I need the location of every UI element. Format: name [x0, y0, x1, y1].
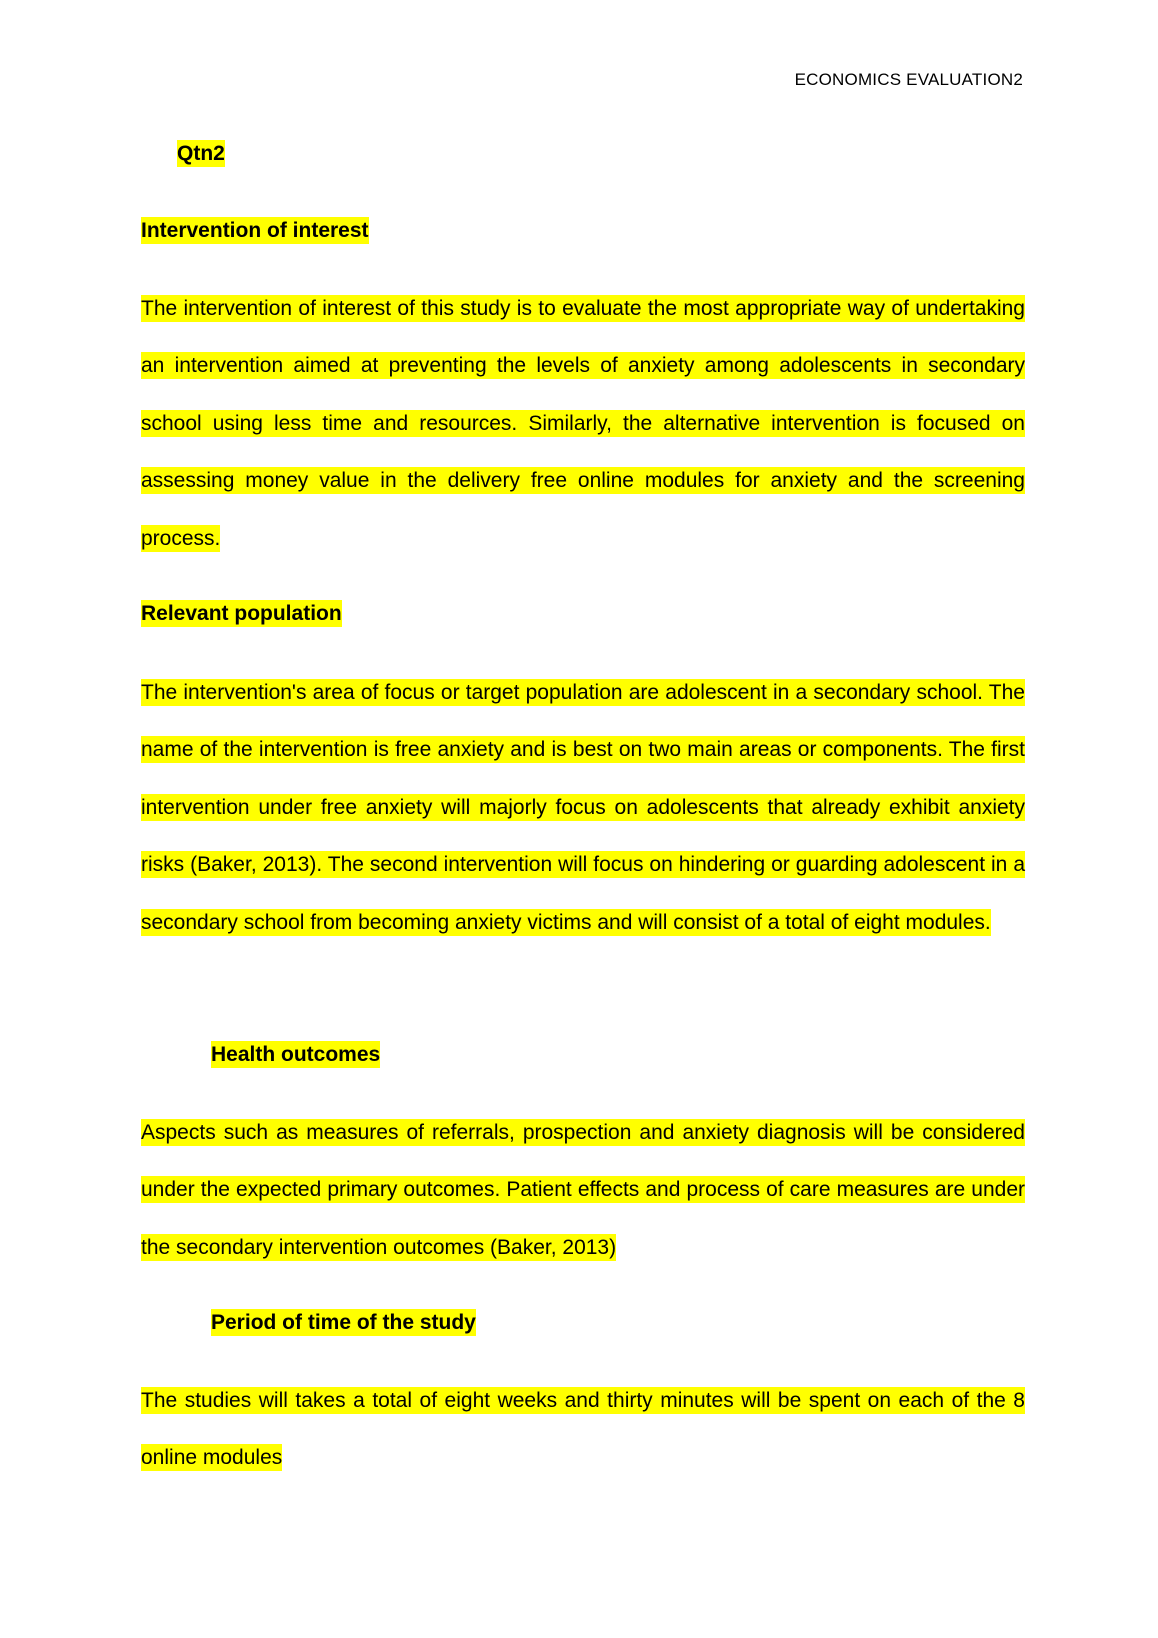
paragraph-population — [141, 664, 1025, 951]
section-heading-intervention-text: Intervention of interest — [141, 219, 369, 242]
paragraph-study-period-text: The studies will takes a total of eight weeks and thirty minutes will be spent on each of the 8 online modules — [141, 1389, 1025, 1470]
section-heading-population-text: Relevant population — [141, 602, 342, 625]
running-title: ECONOMICS EVALUATION — [794, 70, 1014, 89]
section-heading-population — [141, 599, 342, 629]
section-heading-health-outcomes — [211, 1040, 380, 1070]
section-heading-health-outcomes-text: Health outcomes — [211, 1043, 381, 1066]
paragraph-study-period — [141, 1372, 1025, 1487]
section-heading-study-period — [211, 1308, 476, 1338]
paragraph-health-outcomes-text: Aspects such as measures of referrals, prospection and anxiety diagnosis will be considered under the expected primary outcomes. Patient effects and process of care measures are under the secondary intervention outcomes (Baker, 2013) — [141, 1121, 1025, 1259]
question-heading — [177, 139, 225, 169]
section-heading-study-period-text: Period of time of the study — [211, 1311, 476, 1334]
question-heading-text: Qtn2 — [177, 142, 225, 165]
paragraph-health-outcomes — [141, 1104, 1025, 1276]
section-heading-intervention — [141, 216, 369, 246]
paragraph-intervention — [141, 280, 1025, 567]
page-number: 2 — [1013, 70, 1023, 89]
paragraph-intervention-text: The intervention of interest of this study is to evaluate the most appropriate way of undertaking an intervention aimed at preventing the levels of anxiety among adolescents in secondary school using less time and resources. Similarly, the alternative intervention is focused on assessing money value in the delivery free online modules for anxiety and the screening process. — [141, 297, 1025, 550]
paragraph-population-text: The intervention's area of focus or target population are adolescent in a secondary school. The name of the intervention is free anxiety and is best on two main areas or components. The first intervention under free anxiety will majorly focus on adolescents that already exhibit anxiety risks (Baker, 2013). The second intervention will focus on hindering or guarding adolescent in a secondary school from becoming anxiety victims and will consist of a total of eight modules. — [141, 681, 1025, 934]
running-header — [795, 70, 1023, 90]
